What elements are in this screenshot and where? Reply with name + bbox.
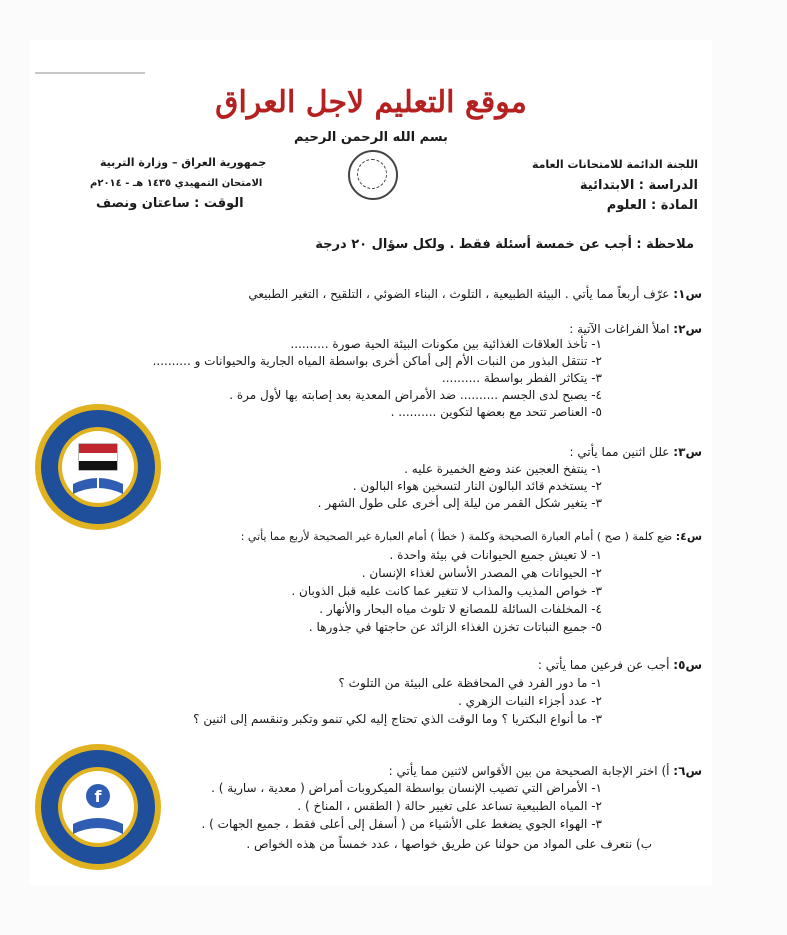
list-item: ٣- يتغير شكل القمر من ليلة إلى أخرى على طول الشهر .	[317, 496, 602, 510]
list-item: ١- ما دور الفرد في المحافظة على البيئة من التلوث ؟	[338, 676, 602, 690]
list-item: ١- ينتفخ العجين عند وضع الخميرة عليه .	[404, 462, 602, 476]
list-item: ٣- الهواء الجوي يضغط على الأشياء من ( أسفل إلى أعلى فقط ، جميع الجهات ) .	[201, 817, 602, 831]
list-item: ٢- تنتقل البذور من النبات الأم إلى أماكن أخرى بواسطة المياه الجارية والحيوانات و ..........	[152, 354, 602, 368]
list-item: ٥- العناصر تتحد مع بعضها لتكوين .......... .	[390, 405, 602, 419]
list-item: ١- تأخذ العلاقات الغذائية بين مكونات البيئة الحية صورة ..........	[290, 337, 602, 351]
exam-note: ملاحظة : أجب عن خمسة أسئلة فقط . ولكل سؤال ٢٠ درجة	[315, 237, 694, 252]
list-item: ٣- خواص المذيب والمذاب لا تتغير عما كانت عليه قبل الذوبان .	[291, 584, 602, 598]
question-text: ضع كلمة ( صح ) أمام العبارة الصحيحة وكلمة ( خطأ ) أمام العبارة غير الصحيحة لأربع مما يأتي :	[240, 530, 673, 543]
svg-text:f: f	[94, 787, 102, 806]
list-item: ٢- عدد أجزاء النبات الزهري .	[458, 694, 602, 708]
subject-label: المادة : العلوم	[606, 198, 698, 213]
question-number: س٣:	[673, 445, 702, 459]
list-item: ٢- المياه الطبيعية تساعد على تغيير حالة ( الطقس ، المناخ ) .	[297, 799, 602, 813]
list-item: ٣- يتكاثر الفطر بواسطة ..........	[441, 371, 602, 385]
list-item: ٣- ما أنواع البكتريا ؟ وما الوقت الذي تحتاج إليه لكي تنمو وتكبر وتنقسم إلى اثنين ؟	[193, 712, 602, 726]
time-label: الوقت : ساعتان ونصف	[96, 196, 244, 211]
scan-mark	[35, 72, 145, 74]
question-4	[241, 528, 702, 546]
question-5	[538, 656, 702, 674]
question-number: س٦:	[673, 764, 702, 778]
basmala: بسم الله الرحمن الرحيم	[294, 130, 448, 145]
list-item: ٥- جميع النباتات تخزن الغذاء الزائد عن حاجتها في جذورها .	[308, 620, 602, 634]
list-item: ٤- يصبح لدى الجسم .......... ضد الأمراض المعدية بعد إصابته بها لأول مرة .	[229, 388, 602, 402]
question-text: املأ الفراغات الآتية :	[569, 322, 670, 336]
question-3	[570, 443, 702, 461]
question-1	[248, 285, 702, 303]
list-item: ٤- المخلفات السائلة للمصانع لا تلوث مياه البحار والأنهار .	[319, 602, 602, 616]
government-seal-icon	[348, 150, 398, 200]
question-text: أ) اختر الإجابة الصحيحة من بين الأقواس لاثنين مما يأتي :	[388, 764, 670, 778]
question-number: س٢:	[673, 322, 702, 336]
list-item: ٢- الحيوانات هي المصدر الأساس لغذاء الإنسان .	[361, 566, 602, 580]
exam-date-label: الامتحان التمهيدي ١٤٣٥ هـ - ٢٠١٤م	[90, 178, 263, 189]
question-number: س١:	[673, 287, 702, 301]
list-item: ١- لا تعيش جميع الحيوانات في بيئة واحدة .	[389, 548, 602, 562]
question-number: س٥:	[673, 658, 702, 672]
list-item: ب) نتعرف على المواد من حولنا عن طريق خواصها ، عدد خمساً من هذه الخواص .	[246, 837, 652, 851]
list-item: ١- الأمراض التي تصيب الإنسان بواسطة الميكروبات أمراض ( معدية ، سارية ) .	[211, 781, 602, 795]
question-6	[389, 762, 702, 780]
question-text: أجب عن فرعين مما يأتي :	[537, 658, 670, 672]
school-logo-icon	[33, 742, 163, 872]
list-item: ٢- يستخدم قائد البالون النار لتسخين هواء البالون .	[352, 479, 602, 493]
question-text: علل اثنين مما يأتي :	[569, 445, 670, 459]
question-text: عرّف أربعاً مما يأتي . البيئة الطبيعية ، التلوث ، البناء الضوئي ، التلقيح ، التغير الطبيعي	[248, 287, 670, 301]
school-logo-icon	[33, 402, 163, 532]
republic-label: جمهورية العراق – وزارة التربية	[100, 156, 267, 169]
committee-label: اللجنة الدائمة للامتحانات العامة	[531, 158, 698, 171]
site-title: موقع التعليم لاجل العراق	[215, 85, 527, 120]
question-number: س٤:	[675, 530, 702, 543]
study-label: الدراسة : الابتدائية	[579, 178, 698, 193]
